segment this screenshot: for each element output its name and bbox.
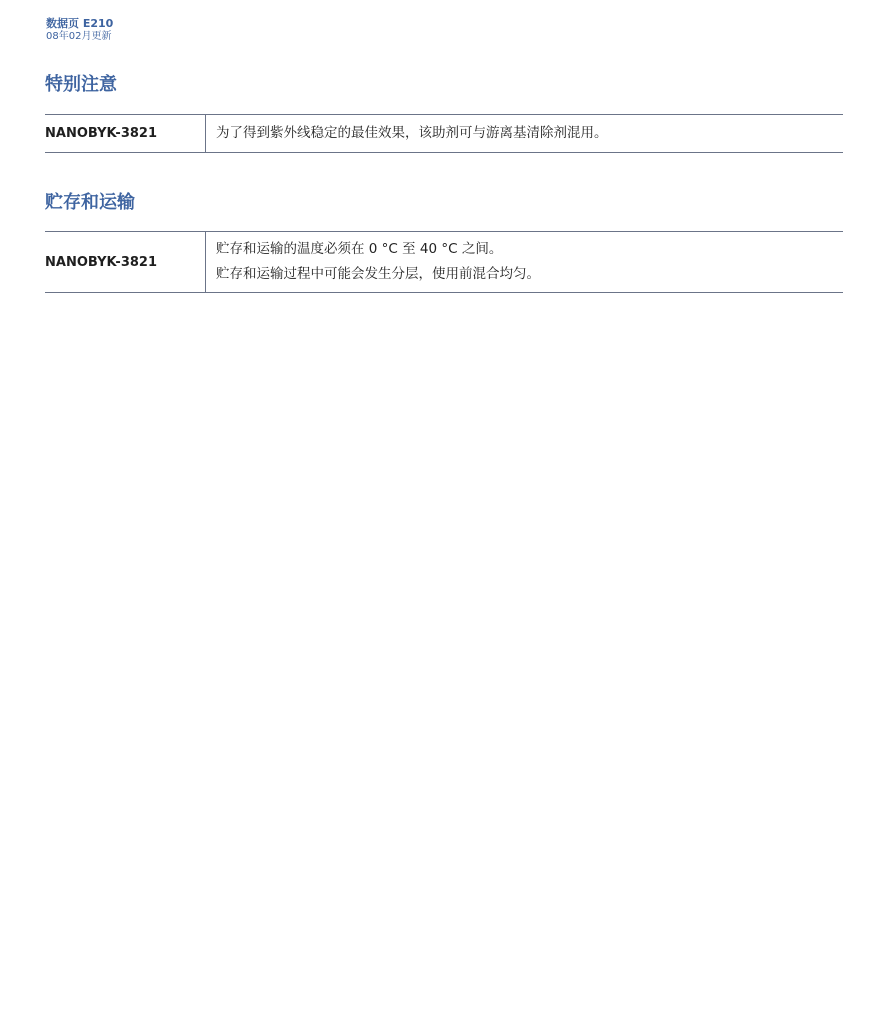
info-table [45,231,843,293]
info-table [45,114,843,153]
section-title: 贮存和运输 [45,192,135,213]
description-line: 贮存和运输过程中可能会发生分层，使用前混合均匀。 [216,266,540,282]
description-line: 为了得到紫外线稳定的最佳效果，该助剂可与游离基清除剂混用。 [216,125,608,141]
description-cell [206,232,843,292]
product-name-cell: NANOBYK-3821 [45,232,206,292]
section-title: 特别注意 [45,74,117,95]
update-date: 08年02月更新 [46,30,112,42]
description-line: 贮存和运输的温度必须在 0 °C 至 40 °C 之间。 [216,241,503,257]
description-cell [206,115,843,152]
document-header [46,18,113,42]
product-name-cell: NANOBYK-3821 [45,115,206,152]
section-special-notes [45,74,843,141]
section-storage-transport [45,192,843,282]
datasheet-number: 数据页 E210 [46,17,114,30]
